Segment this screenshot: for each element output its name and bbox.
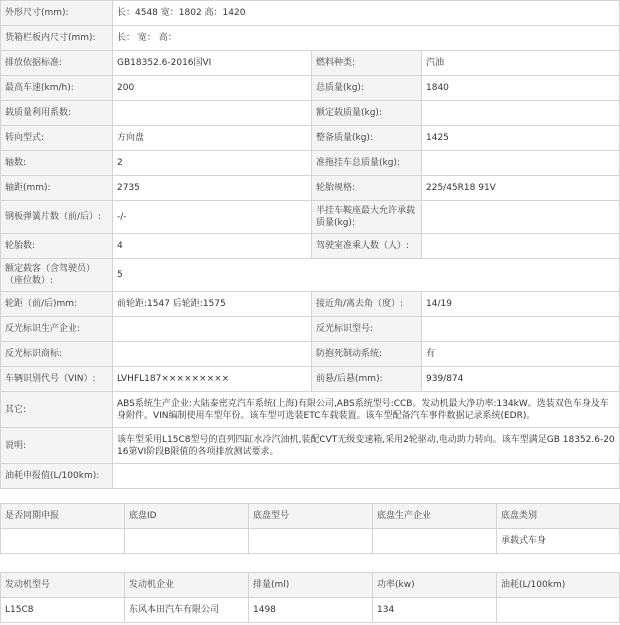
spec-row-other bbox=[1, 392, 620, 428]
track-label: 轮距（前/后)mm: bbox=[1, 292, 113, 317]
cab-label: 驾驶室准乘人数（人）: bbox=[312, 234, 422, 259]
engine-cell-maker: 东风本田汽车有限公司 bbox=[125, 598, 249, 623]
tire-value: 225/45R18 91V bbox=[422, 176, 620, 201]
spring-value: -/- bbox=[113, 201, 312, 234]
spec-row-reflector bbox=[1, 317, 620, 342]
abs-label: 防抱死制动系统: bbox=[312, 342, 422, 367]
axles-label: 轴数: bbox=[1, 151, 113, 176]
engine-header-power: 功率(kw) bbox=[373, 573, 497, 598]
reflector-maker-value bbox=[113, 317, 312, 342]
spec-row-steering bbox=[1, 126, 620, 151]
abs-value: 有 bbox=[422, 342, 620, 367]
spec-row-brand bbox=[1, 342, 620, 367]
fuelcons-label: 油耗申报值(L/100km): bbox=[1, 464, 113, 489]
emission-value: GB18352.6-2016国VI bbox=[113, 51, 312, 76]
angle-value: 14/19 bbox=[422, 292, 620, 317]
saddle-label: 半挂车鞍座最大允许承载质量(kg): bbox=[312, 201, 422, 234]
chassis-header-type: 底盘类别 bbox=[497, 504, 620, 529]
spec-row-wheelbase bbox=[1, 176, 620, 201]
fuelcons-value bbox=[113, 464, 620, 489]
overhang-value: 939/874 bbox=[422, 367, 620, 392]
speed-label: 最高车速(km/h): bbox=[1, 76, 113, 101]
fuel-value: 汽油 bbox=[422, 51, 620, 76]
note-value: 该车型采用L15C8型号的直列四缸水冷汽油机,装配CVT无级变速箱,采用2轮驱动,电动助力转向。该车型满足GB 18352.6-2016第VI阶段B限值的各项排放测试要求。 bbox=[113, 428, 620, 464]
chassis-cell-id bbox=[125, 529, 249, 554]
engine-header-displacement: 排量(ml) bbox=[249, 573, 373, 598]
steering-value: 方向盘 bbox=[113, 126, 312, 151]
chassis-cell-sync bbox=[1, 529, 125, 554]
chassis-header-maker: 底盘生产企业 bbox=[373, 504, 497, 529]
other-value: ABS系统生产企业:大陆泰密克汽车系统(上海)有限公司,ABS系统型号:CCB。发动机最大净功率:134kW。选装双色车身及车身附件。VIN编制使用车型年份。该车型可选装ETC车载装置。该车型配备汽车事件数据记录系统(EDR)。 bbox=[113, 392, 620, 428]
seats-label: 额定载客（含驾驶员）（座位数）: bbox=[1, 259, 113, 292]
tirecount-label: 轮胎数: bbox=[1, 234, 113, 259]
spec-row-spring bbox=[1, 201, 620, 234]
chassis-cell-maker bbox=[373, 529, 497, 554]
spec-row-load bbox=[1, 101, 620, 126]
chassis-header-sync: 是否同期申报 bbox=[1, 504, 125, 529]
engine-cell-fuel bbox=[497, 598, 620, 623]
seats-value: 5 bbox=[113, 259, 620, 292]
reflector-model-value bbox=[422, 317, 620, 342]
spec-row-cargo bbox=[1, 26, 620, 51]
reflector-model-label: 反光标识型号: bbox=[312, 317, 422, 342]
speed-value: 200 bbox=[113, 76, 312, 101]
trailer-value bbox=[422, 151, 620, 176]
reflector-brand-label: 反光标识商标: bbox=[1, 342, 113, 367]
spec-row-seats bbox=[1, 259, 620, 292]
dims-label: 外形尺寸(mm): bbox=[1, 1, 113, 26]
engine-table bbox=[0, 572, 620, 623]
cargo-value: 长： 宽： 高： bbox=[113, 26, 620, 51]
steering-label: 转向型式: bbox=[1, 126, 113, 151]
chassis-header-id: 底盘ID bbox=[125, 504, 249, 529]
emission-label: 排放依据标准: bbox=[1, 51, 113, 76]
spec-row-vin bbox=[1, 367, 620, 392]
vin-value: LVHFL187××××××××× bbox=[113, 367, 312, 392]
engine-cell-displacement: 1498 bbox=[249, 598, 373, 623]
gross-label: 总质量(kg): bbox=[312, 76, 422, 101]
saddle-value bbox=[422, 201, 620, 234]
spec-row-axles bbox=[1, 151, 620, 176]
spec-row-tirecount bbox=[1, 234, 620, 259]
tire-label: 轮胎规格: bbox=[312, 176, 422, 201]
chassis-cell-model bbox=[249, 529, 373, 554]
tirecount-value: 4 bbox=[113, 234, 312, 259]
ratedload-label: 额定载质量(kg): bbox=[312, 101, 422, 126]
cab-value bbox=[422, 234, 620, 259]
overhang-label: 前悬/后悬(mm): bbox=[312, 367, 422, 392]
spring-label: 钢板弹簧片数（前/后）: bbox=[1, 201, 113, 234]
chassis-table bbox=[0, 503, 620, 554]
spec-row-emission bbox=[1, 51, 620, 76]
chassis-data-row bbox=[1, 529, 620, 554]
engine-cell-model: L15C8 bbox=[1, 598, 125, 623]
chassis-header-row bbox=[1, 504, 620, 529]
axles-value: 2 bbox=[113, 151, 312, 176]
loadcoef-label: 载质量利用系数: bbox=[1, 101, 113, 126]
spec-row-dims bbox=[1, 1, 620, 26]
chassis-cell-type: 承载式车身 bbox=[497, 529, 620, 554]
wheelbase-label: 轴距(mm): bbox=[1, 176, 113, 201]
engine-cell-power: 134 bbox=[373, 598, 497, 623]
chassis-header-model: 底盘型号 bbox=[249, 504, 373, 529]
curb-value: 1425 bbox=[422, 126, 620, 151]
engine-header-row bbox=[1, 573, 620, 598]
engine-header-maker: 发动机企业 bbox=[125, 573, 249, 598]
loadcoef-value bbox=[113, 101, 312, 126]
gross-value: 1840 bbox=[422, 76, 620, 101]
trailer-label: 准拖挂车总质量(kg): bbox=[312, 151, 422, 176]
engine-header-model: 发动机型号 bbox=[1, 573, 125, 598]
spec-row-speed bbox=[1, 76, 620, 101]
engine-header-fuel: 油耗(L/100km) bbox=[497, 573, 620, 598]
vin-label: 车辆识别代号（VIN）: bbox=[1, 367, 113, 392]
other-label: 其它: bbox=[1, 392, 113, 428]
wheelbase-value: 2735 bbox=[113, 176, 312, 201]
note-label: 说明: bbox=[1, 428, 113, 464]
dims-value: 长：4548 宽：1802 高：1420 bbox=[113, 1, 620, 26]
reflector-brand-value bbox=[113, 342, 312, 367]
spec-row-fuelcons bbox=[1, 464, 620, 489]
curb-label: 整备质量(kg): bbox=[312, 126, 422, 151]
reflector-maker-label: 反光标识生产企业: bbox=[1, 317, 113, 342]
cargo-label: 货箱栏板内尺寸(mm): bbox=[1, 26, 113, 51]
engine-data-row bbox=[1, 598, 620, 623]
spec-row-track bbox=[1, 292, 620, 317]
track-value: 前轮距:1547 后轮距:1575 bbox=[113, 292, 312, 317]
fuel-label: 燃料种类: bbox=[312, 51, 422, 76]
spec-row-note bbox=[1, 428, 620, 464]
ratedload-value bbox=[422, 101, 620, 126]
angle-label: 接近角/离去角（度）: bbox=[312, 292, 422, 317]
